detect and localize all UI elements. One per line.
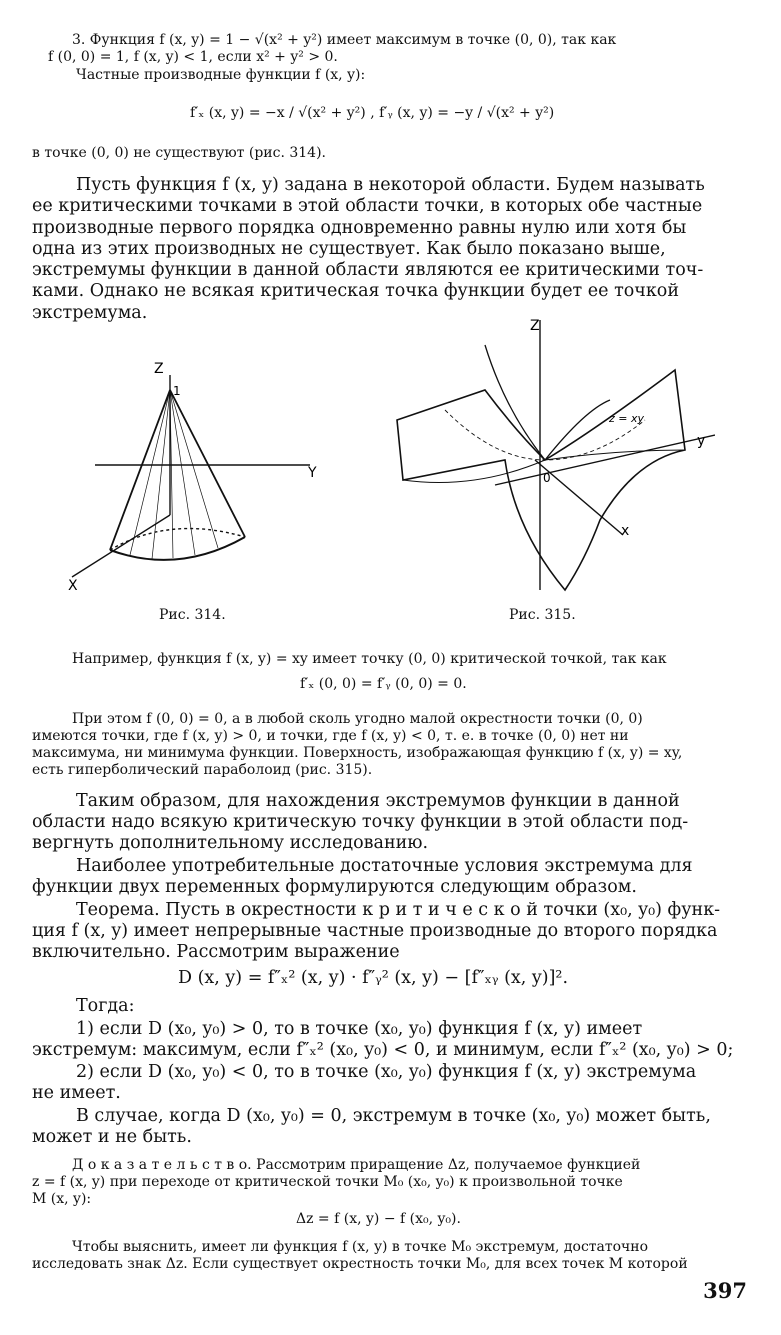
text-line: Наиболее употребительные достаточные условия экстремума для (76, 856, 693, 876)
fig315-x-label: x (621, 523, 630, 539)
text-line: Чтобы выяснить, имеет ли функция f (x, y) в точке M₀ экстремум, достаточно (72, 1239, 649, 1255)
text-line: Тогда: (76, 996, 135, 1016)
text-line: экстремумы функции в данной области являются ее критическими точ- (32, 260, 704, 280)
figure-315-caption: Рис. 315. (509, 607, 576, 623)
text-line: Д о к а з а т е л ь с т в о. Рассмотрим приращение Δz, получаемое функцией (72, 1157, 641, 1173)
text-line: Пусть функция f (x, y) задана в некоторой области. Будем называть (76, 175, 705, 195)
text-line: z = f (x, y) при переходе от критической точки M₀ (x₀, y₀) к произвольной точке (32, 1174, 623, 1190)
text-line: функции двух переменных формулируются следующим образом. (32, 877, 637, 897)
fig315-y-label: y (697, 433, 706, 449)
text-line: одна из этих производных не существует. Как было показано выше, (32, 239, 666, 259)
text-line: 2) если D (x₀, y₀) < 0, то в точке (x₀, y₀) функция f (x, y) экстремума (76, 1062, 697, 1082)
text-line: Теорема. Пусть в окрестности к р и т и ч е с к о й точки (x₀, y₀) функ- (76, 900, 721, 920)
text-line: В случае, когда D (x₀, y₀) = 0, экстремум в точке (x₀, y₀) может быть, (76, 1106, 711, 1126)
text-line: Частные производные функции f (x, y): (76, 67, 366, 83)
text-line: области надо всякую критическую точку функции в этой области под- (32, 812, 689, 832)
text-line: 3. Функция f (x, y) = 1 − √(x² + y²) имеет максимум в точке (0, 0), так как (72, 32, 617, 48)
text-line: Таким образом, для нахождения экстремумов функции в данной (76, 791, 680, 811)
text-line: ция f (x, y) имеет непрерывные частные производные до второго порядка (32, 921, 718, 941)
figure-314-caption: Рис. 314. (159, 607, 226, 623)
text-line: в точке (0, 0) не существуют (рис. 314). (32, 145, 326, 161)
figure-315-saddle (385, 310, 715, 605)
fig314-z-label: Z (154, 361, 164, 377)
text-line: экстремума. (32, 303, 148, 323)
fig315-origin-label: 0 (543, 471, 551, 485)
fig315-z-label: Z (530, 318, 540, 334)
fig314-y-label: Y (308, 465, 317, 481)
text-line: Δz = f (x, y) − f (x₀, y₀). (296, 1211, 461, 1227)
text-line: При этом f (0, 0) = 0, а в любой сколь угодно малой окрестности точки (0, 0) (72, 711, 643, 727)
text-line: производные первого порядка одновременно равны нулю или хотя бы (32, 218, 687, 238)
text-line: f′ₓ (0, 0) = f′ᵧ (0, 0) = 0. (300, 676, 467, 692)
fig314-apex-label: 1 (173, 384, 181, 398)
fig314-x-label: X (68, 578, 78, 594)
text-line: 1) если D (x₀, y₀) > 0, то в точке (x₀, y₀) функция f (x, y) имеет (76, 1019, 643, 1039)
text-line: может и не быть. (32, 1127, 192, 1147)
text-line: D (x, y) = f″ₓ² (x, y) · f″ᵧ² (x, y) − [f″ₓᵧ (x, y)]². (178, 968, 569, 988)
text-line: максимума, ни минимума функции. Поверхность, изображающая функцию f (x, y) = xy, (32, 745, 683, 761)
text-line: имеются точки, где f (x, y) > 0, и точки, где f (x, y) < 0, т. е. в точке (0, 0) нет ни (32, 728, 629, 744)
text-line: включительно. Рассмотрим выражение (32, 942, 400, 962)
text-line: не имеет. (32, 1083, 121, 1103)
text-line: экстремум: максимум, если f″ₓ² (x₀, y₀) < 0, и минимум, если f″ₓ² (x₀, y₀) > 0; (32, 1040, 734, 1060)
figure-314-cone (60, 345, 350, 600)
text-line: M (x, y): (32, 1191, 92, 1207)
text-line: ее критическими точками в этой области точки, в которых обе частные (32, 196, 703, 216)
text-line: вергнуть дополнительному исследованию. (32, 833, 429, 853)
text-line: f′ₓ (x, y) = −x / √(x² + y²) , f′ᵧ (x, y) = −y / √(x² + y²) (190, 105, 555, 121)
text-line: Например, функция f (x, y) = xy имеет точку (0, 0) критической точкой, так как (72, 651, 667, 667)
fig315-equation-label: z = xy (609, 412, 645, 425)
text-line: исследовать знак Δz. Если существует окрестность точки M₀, для всех точек M которой (32, 1256, 688, 1272)
text-line: есть гиперболический параболоид (рис. 315). (32, 762, 373, 778)
text-line: f (0, 0) = 1, f (x, y) < 1, если x² + y² > 0. (48, 49, 338, 65)
text-line: ками. Однако не всякая критическая точка функции будет ее точкой (32, 281, 679, 301)
page-number: 397 (703, 1278, 747, 1303)
